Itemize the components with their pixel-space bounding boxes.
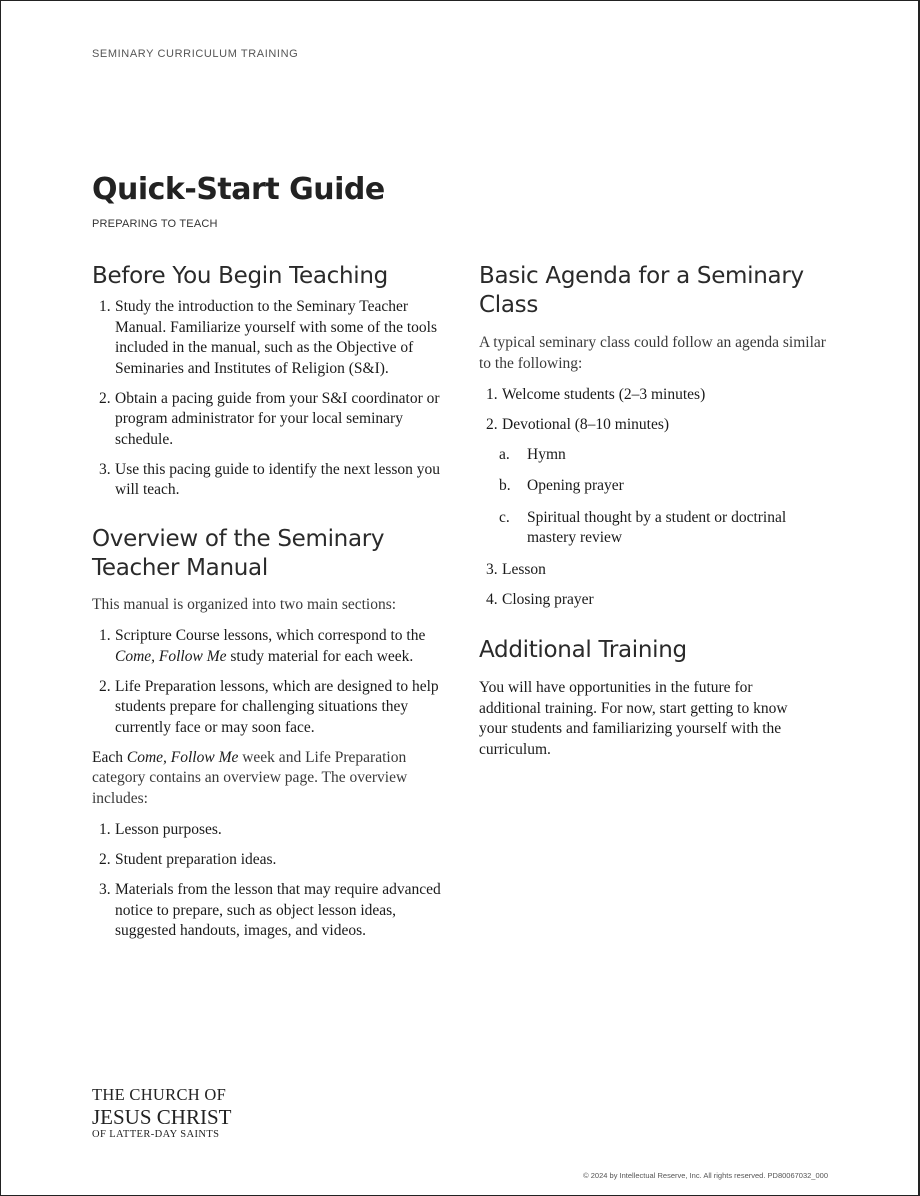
list-item (92, 820, 452, 841)
list-item (479, 415, 839, 549)
training-text: You will have opportunities in the future for additional training. For now, start getting to know your students and familiarizing yourself with the curriculum. (479, 679, 788, 758)
list-item (92, 626, 452, 667)
list-text: Materials from the lesson that may require advanced notice to prepare, such as object lesson ideas, suggested handouts, images, and videos. (115, 881, 441, 939)
sublist-letter: c. (499, 508, 510, 526)
sublist-letter: a. (499, 445, 510, 463)
overview-sections-list (92, 626, 452, 738)
logo-line2: JESUS CHRIST (92, 1104, 232, 1129)
list-text: Life Preparation lessons, which are designed to help students prepare for challenging situations they currently face or may soon face. (115, 677, 439, 736)
list-text: Lesson (502, 560, 546, 578)
church-logo (92, 1087, 231, 1140)
overview-heading (92, 525, 452, 583)
list-item (92, 850, 452, 871)
agenda-sublist (479, 445, 839, 549)
list-text-italic: Come, Follow Me (115, 647, 227, 665)
sublist-item (479, 508, 839, 549)
list-text: Devotional (8–10 minutes) (502, 416, 670, 433)
agenda-intro: A typical seminary class could follow an agenda similar to the following: (479, 334, 826, 372)
list-item (92, 677, 452, 739)
list-item (92, 880, 452, 942)
list-item (479, 560, 839, 581)
right-column (479, 262, 839, 770)
list-item (479, 590, 839, 611)
list-number: 2. (99, 851, 111, 868)
list-number: 2. (486, 416, 498, 433)
sublist-item (479, 476, 839, 497)
sublist-text: Spiritual thought by a student or doctrinal mastery review (527, 508, 787, 546)
logo-line3: OF LATTER-DAY SAINTS (92, 1128, 220, 1140)
list-item (92, 460, 452, 501)
list-text: Scripture Course lessons, which correspond to the (115, 627, 426, 644)
list-text: Welcome students (2–3 minutes) (502, 386, 706, 403)
list-text: Lesson purposes. (115, 821, 222, 838)
page-title: Quick-Start Guide (92, 172, 385, 207)
copyright-notice: © 2024 by Intellectual Reserve, Inc. All rights reserved. PD80067032_000 (583, 1171, 828, 1180)
list-number: 1. (99, 298, 111, 315)
list-number: 1. (99, 627, 111, 644)
overview-intro: This manual is organized into two main sections: (92, 595, 397, 613)
sublist-letter: b. (499, 477, 511, 494)
list-item (479, 385, 839, 406)
logo-line1: THE CHURCH OF (92, 1085, 227, 1104)
list-text: Use this pacing guide to identify the next lesson you will teach. (115, 460, 441, 498)
para-text: week and Life Preparation category contains an overview page. The overview includes: (92, 748, 408, 807)
list-number: 3. (486, 560, 498, 578)
list-number: 3. (99, 881, 111, 898)
agenda-list (479, 385, 839, 610)
para-italic: Come, Follow Me (126, 748, 239, 766)
before-list (92, 297, 452, 501)
list-number: 2. (99, 389, 111, 407)
overview-includes-list (92, 820, 452, 942)
agenda-section (479, 262, 839, 610)
list-text: Student preparation ideas. (115, 851, 277, 868)
page-subtitle: PREPARING TO TEACH (92, 218, 218, 230)
list-number: 2. (99, 677, 111, 695)
sublist-item (479, 445, 839, 466)
overview-section (92, 525, 452, 942)
list-number: 1. (486, 386, 498, 403)
list-item (92, 389, 452, 451)
list-text: study material for each week. (226, 647, 414, 665)
list-number: 3. (99, 460, 111, 478)
left-column (92, 262, 452, 951)
agenda-heading: Basic Agenda for a Seminary Class (479, 263, 804, 318)
list-number: 4. (486, 590, 498, 608)
training-section (479, 636, 839, 760)
list-item (92, 297, 452, 379)
para-text: Each (92, 748, 127, 766)
overview-heading-line2: Teacher Manual (92, 554, 268, 581)
overview-paragraph (92, 748, 452, 810)
list-text: Study the introduction to the Seminary Teacher Manual. Familiarize yourself with some of the tools included in the manual, such as the Objective of Seminaries and Institutes of Religion (S&I). (115, 298, 437, 377)
list-text: Obtain a pacing guide from your S&I coordinator or program administrator for your local seminary schedule. (115, 389, 440, 448)
overview-heading-line1: Overview of the Seminary (92, 525, 385, 552)
list-number: 1. (99, 821, 111, 838)
header-label: SEMINARY CURRICULUM TRAINING (92, 48, 299, 60)
sublist-text: Hymn (527, 445, 566, 463)
before-section (92, 262, 452, 501)
sublist-text: Opening prayer (527, 477, 624, 494)
training-heading: Additional Training (479, 637, 687, 663)
list-text: Closing prayer (502, 590, 594, 608)
before-heading: Before You Begin Teaching (92, 263, 388, 289)
